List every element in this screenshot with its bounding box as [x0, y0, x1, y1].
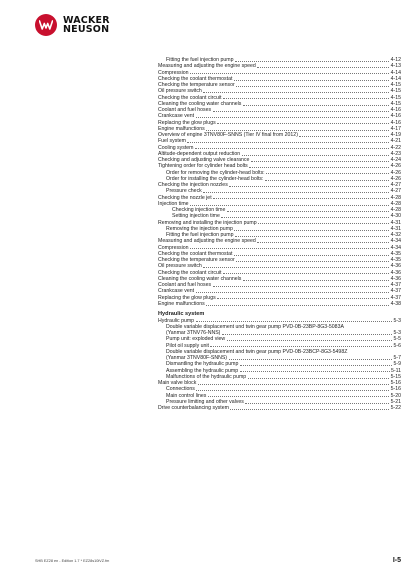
toc-entry-page: 5-15	[390, 373, 401, 380]
toc-entry-page: 5-16	[390, 380, 401, 386]
toc-entry-title: Cooling system	[158, 144, 194, 151]
toc-entry-title: Compression	[158, 244, 189, 251]
toc-entry-page: 4-15	[390, 88, 401, 95]
company-logo	[35, 14, 110, 36]
toc-entry-page: 4-35	[390, 257, 401, 263]
toc-dot-leader	[196, 321, 392, 322]
toc-entry-title: Checking the coolant thermostat	[158, 75, 233, 82]
toc-dot-leader	[248, 378, 389, 379]
toc-entry-title: Drive counterbalancing system	[158, 405, 229, 411]
toc-entry-page: 5-7	[393, 355, 401, 361]
toc-dot-leader	[258, 223, 389, 224]
toc-entry-title: Altitude-dependent output reduction	[158, 150, 241, 157]
toc-entry-page: 4-34	[390, 244, 401, 251]
toc-dot-leader	[196, 390, 389, 391]
toc-entry-page: 4-37	[390, 282, 401, 288]
toc-dot-leader	[217, 298, 389, 299]
toc-entry-page: 4-34	[390, 238, 401, 245]
toc-dot-leader	[217, 123, 389, 124]
toc-entry-page: 4-12	[390, 57, 401, 63]
toc-entry-page: 4-30	[390, 213, 401, 220]
toc-entry[interactable]	[158, 405, 401, 411]
toc-entry-page: 5-16	[390, 386, 401, 393]
toc-dot-leader	[210, 346, 392, 347]
toc-dot-leader	[203, 92, 389, 93]
toc-dot-leader	[230, 409, 389, 410]
toc-entry-title: Order for installing the cylinder-head bolts:	[166, 175, 264, 182]
toc-dot-leader	[257, 67, 389, 68]
toc-dot-leader	[234, 80, 389, 81]
toc-dot-leader	[213, 111, 390, 112]
toc-entry-title: Checking the coolant circuit	[158, 94, 222, 101]
toc-entry-title: Engine malfunctions	[158, 125, 205, 132]
toc-dot-leader	[187, 142, 389, 143]
toc-entry-title: Replacing the glow plugs	[158, 119, 216, 126]
toc-entry-title: Pressure check	[166, 188, 202, 195]
toc-entry-page: 4-37	[390, 294, 401, 301]
toc-dot-leader	[251, 161, 389, 162]
toc-dot-leader	[234, 255, 389, 256]
toc-entry-title: Oil pressure switch	[158, 88, 202, 95]
toc-entry-title: Fuel system	[158, 138, 186, 145]
toc-entry-title: Malfunctions of the hydraulic pump	[166, 373, 247, 380]
toc-entry-page: 4-36	[390, 275, 401, 282]
toc-entry-page: 5-11	[391, 367, 401, 374]
toc-entry-title: Replacing the glow plugs	[158, 294, 216, 301]
toc-entry-page: 4-28	[390, 207, 401, 213]
toc-entry-page: 5-3	[393, 317, 401, 324]
toc-dot-leader	[213, 198, 389, 199]
toc-entry-title: Order for removing the cylinder-head bolts:	[166, 169, 265, 176]
toc-entry-page: 4-38	[390, 300, 401, 307]
toc-entry-title: Main control lines	[166, 392, 207, 399]
toc-entry-page: 5-21	[390, 398, 401, 405]
toc-dot-leader	[236, 261, 389, 262]
toc-dot-leader	[190, 73, 389, 74]
toc-entry-page: 4-26	[390, 169, 401, 176]
toc-entry-page: 4-24	[390, 157, 401, 163]
page-footer	[35, 557, 401, 564]
toc-dot-leader	[240, 365, 392, 366]
toc-entry-title: Overview of engine 3TNV80F-SNNS (Tier IV final from 2012)	[158, 132, 298, 138]
toc-dot-leader	[227, 211, 389, 212]
toc-dot-leader	[206, 130, 389, 131]
toc-entry-title: Tightening order for cylinder head bolts	[158, 163, 248, 170]
toc-entry-title: Hydraulic system	[158, 310, 205, 317]
toc-dot-leader	[266, 173, 389, 174]
toc-entry-title: Coolant and fuel hoses	[158, 282, 212, 288]
toc-dot-leader	[235, 61, 389, 62]
toc-entry-title: Setting injection time	[172, 213, 220, 220]
toc-entry-title: Measuring and adjusting the engine speed	[158, 238, 256, 245]
toc-entry-page: 4-21	[390, 138, 401, 145]
toc-entry-title: Measuring and adjusting the engine speed	[158, 63, 256, 70]
toc-dot-leader	[213, 286, 390, 287]
toc-entry-page: 4-15	[390, 82, 401, 88]
toc-dot-leader	[245, 403, 389, 404]
toc-entry-title: Checking the temperature sensor	[158, 257, 235, 263]
toc-entry-page: 4-35	[390, 250, 401, 257]
toc-entry-page: 4-31	[390, 219, 401, 226]
toc-entry-title: Checking the nozzle jet	[158, 194, 212, 201]
toc-dot-leader	[242, 155, 389, 156]
toc-entry-title: Checking the injection nozzles	[158, 182, 228, 188]
toc-entry-page: 4-15	[390, 94, 401, 101]
toc-entry-title: Assembling the hydraulic pump	[166, 367, 239, 374]
toc-entry-title: Main valve block	[158, 380, 197, 386]
toc-entry-title: Crankcase vent	[158, 288, 195, 295]
toc-dot-leader	[229, 186, 389, 187]
toc-dot-leader	[222, 334, 392, 335]
toc-entry-title: Fitting the fuel injection pump	[166, 57, 234, 63]
toc-entry[interactable]	[158, 301, 401, 307]
toc-dot-leader	[299, 136, 389, 137]
toc-entry-page: 4-28	[390, 194, 401, 201]
toc-entry-title: Engine malfunctions	[158, 300, 205, 307]
toc-entry-title: Pressure limiting and other valves	[166, 398, 244, 405]
toc-entry-page: 4-36	[390, 263, 401, 270]
toc-dot-leader	[235, 236, 389, 237]
toc-entry-title: Checking injection time	[172, 207, 226, 213]
toc-dot-leader	[223, 98, 389, 99]
toc-dot-leader	[198, 384, 389, 385]
toc-dot-leader	[196, 117, 390, 118]
toc-entry-title: Hydraulic pump	[158, 317, 195, 324]
toc-entry-title: Cleaning the cooling water channels	[158, 275, 242, 282]
toc-entry-page: 4-36	[390, 269, 401, 276]
toc-entry-page: 4-27	[390, 188, 401, 195]
toc-entry-title: Coolant and fuel hoses	[158, 107, 212, 113]
toc-entry-page: 4-15	[390, 100, 401, 107]
toc-dot-leader	[206, 305, 389, 306]
toc-entry-title: Checking and adjusting valve clearance	[158, 157, 250, 163]
toc-entry-page: 4-32	[390, 232, 401, 238]
toc-entry-page: 4-22	[390, 144, 401, 151]
toc-dot-leader	[243, 105, 389, 106]
toc-dot-leader	[190, 205, 389, 206]
toc-entry-title: Pump unit: exploded view	[166, 336, 226, 343]
table-of-contents	[158, 57, 401, 411]
toc-entry-title: Crankcase vent	[158, 113, 195, 120]
toc-entry-page: 4-26	[390, 175, 401, 182]
toc-entry-page: 5-9	[393, 361, 401, 368]
toc-entry-page: 4-16	[390, 119, 401, 126]
toc-entry-title: Checking the coolant circuit	[158, 269, 222, 276]
wacker-neuson-emblem-icon	[35, 14, 57, 36]
toc-entry-page: 4-23	[390, 150, 401, 157]
toc-entry-page: 4-16	[390, 107, 401, 113]
toc-dot-leader	[195, 148, 389, 149]
toc-entry-page: 4-17	[390, 125, 401, 132]
toc-dot-leader	[236, 86, 389, 87]
toc-dot-leader	[196, 292, 390, 293]
toc-entry-title: Double variable displacement and twin gear pump PVD-0B-23BCP-8G3-5498Z	[166, 348, 348, 355]
toc-dot-leader	[203, 267, 389, 268]
toc-entry-title: (Yanmar 3TNV76-NNS)	[166, 330, 221, 336]
toc-entry-title: Removing the injection pump	[166, 225, 233, 232]
footer-document-info: SHB EZ28 en - Edition 1.7 * EZ28s10iVZ.fm	[35, 559, 110, 563]
toc-entry-title: Cleaning the cooling water channels	[158, 100, 242, 107]
toc-dot-leader	[208, 396, 389, 397]
toc-entry-page: 4-16	[390, 113, 401, 120]
toc-entry-page: 5-5	[393, 336, 401, 343]
toc-entry-page: 4-28	[390, 200, 401, 207]
toc-entry-page: 4-31	[390, 225, 401, 232]
toc-dot-leader	[229, 359, 392, 360]
toc-entry-page: 4-26	[390, 163, 401, 170]
toc-entry-page: 4-27	[390, 182, 401, 188]
toc-entry-title: Double variable displacement und twin gear pump PVD-0B-23BP-8G3-5083A	[166, 323, 344, 330]
toc-entry-page: 4-37	[390, 288, 401, 295]
toc-dot-leader	[190, 248, 389, 249]
logo-line-2: NEUSON	[63, 24, 110, 35]
toc-entry-title: Fitting the fuel injection pump	[166, 232, 234, 238]
toc-dot-leader	[227, 340, 392, 341]
toc-entry-page: 5-20	[390, 392, 401, 399]
toc-section-heading[interactable]	[158, 311, 401, 318]
toc-entry-title: Pilot oil supply unit	[166, 342, 209, 349]
toc-entry-page: 4-14	[390, 75, 401, 82]
toc-dot-leader	[265, 180, 389, 181]
page-number: I-5	[392, 557, 401, 564]
toc-dot-leader	[203, 192, 389, 193]
toc-entry-title: Checking the temperature sensor	[158, 82, 235, 88]
logo-wordmark	[63, 16, 110, 34]
toc-entry-page: 4-14	[390, 69, 401, 76]
toc-entry-title: Checking the coolant thermostat	[158, 250, 233, 257]
toc-entry-page: 5-6	[393, 342, 401, 349]
toc-dot-leader	[223, 273, 389, 274]
toc-dot-leader	[249, 167, 389, 168]
toc-entry-title: (Yanmar 3TNV80F-SNNS)	[166, 355, 228, 361]
toc-entry-title: Injection time	[158, 200, 189, 207]
toc-entry-title: Compression	[158, 69, 189, 76]
toc-entry-page: 4-13	[390, 63, 401, 70]
toc-entry-title: Dismantling the hydraulic pump	[166, 361, 239, 368]
logo-line-1: WACKER	[63, 15, 110, 26]
toc-entry-title: Removing and installing the injection pump	[158, 219, 257, 226]
toc-entry-title: Connections	[166, 386, 195, 393]
toc-entry-title: Oil pressure switch	[158, 263, 202, 270]
toc-dot-leader	[257, 242, 389, 243]
toc-dot-leader	[243, 280, 389, 281]
toc-entry-page: 4-19	[390, 132, 401, 138]
toc-entry-page: 5-3	[393, 330, 401, 336]
toc-dot-leader	[240, 371, 390, 372]
toc-entry-page: 5-22	[390, 405, 401, 411]
toc-dot-leader	[221, 217, 389, 218]
toc-dot-leader	[234, 230, 389, 231]
